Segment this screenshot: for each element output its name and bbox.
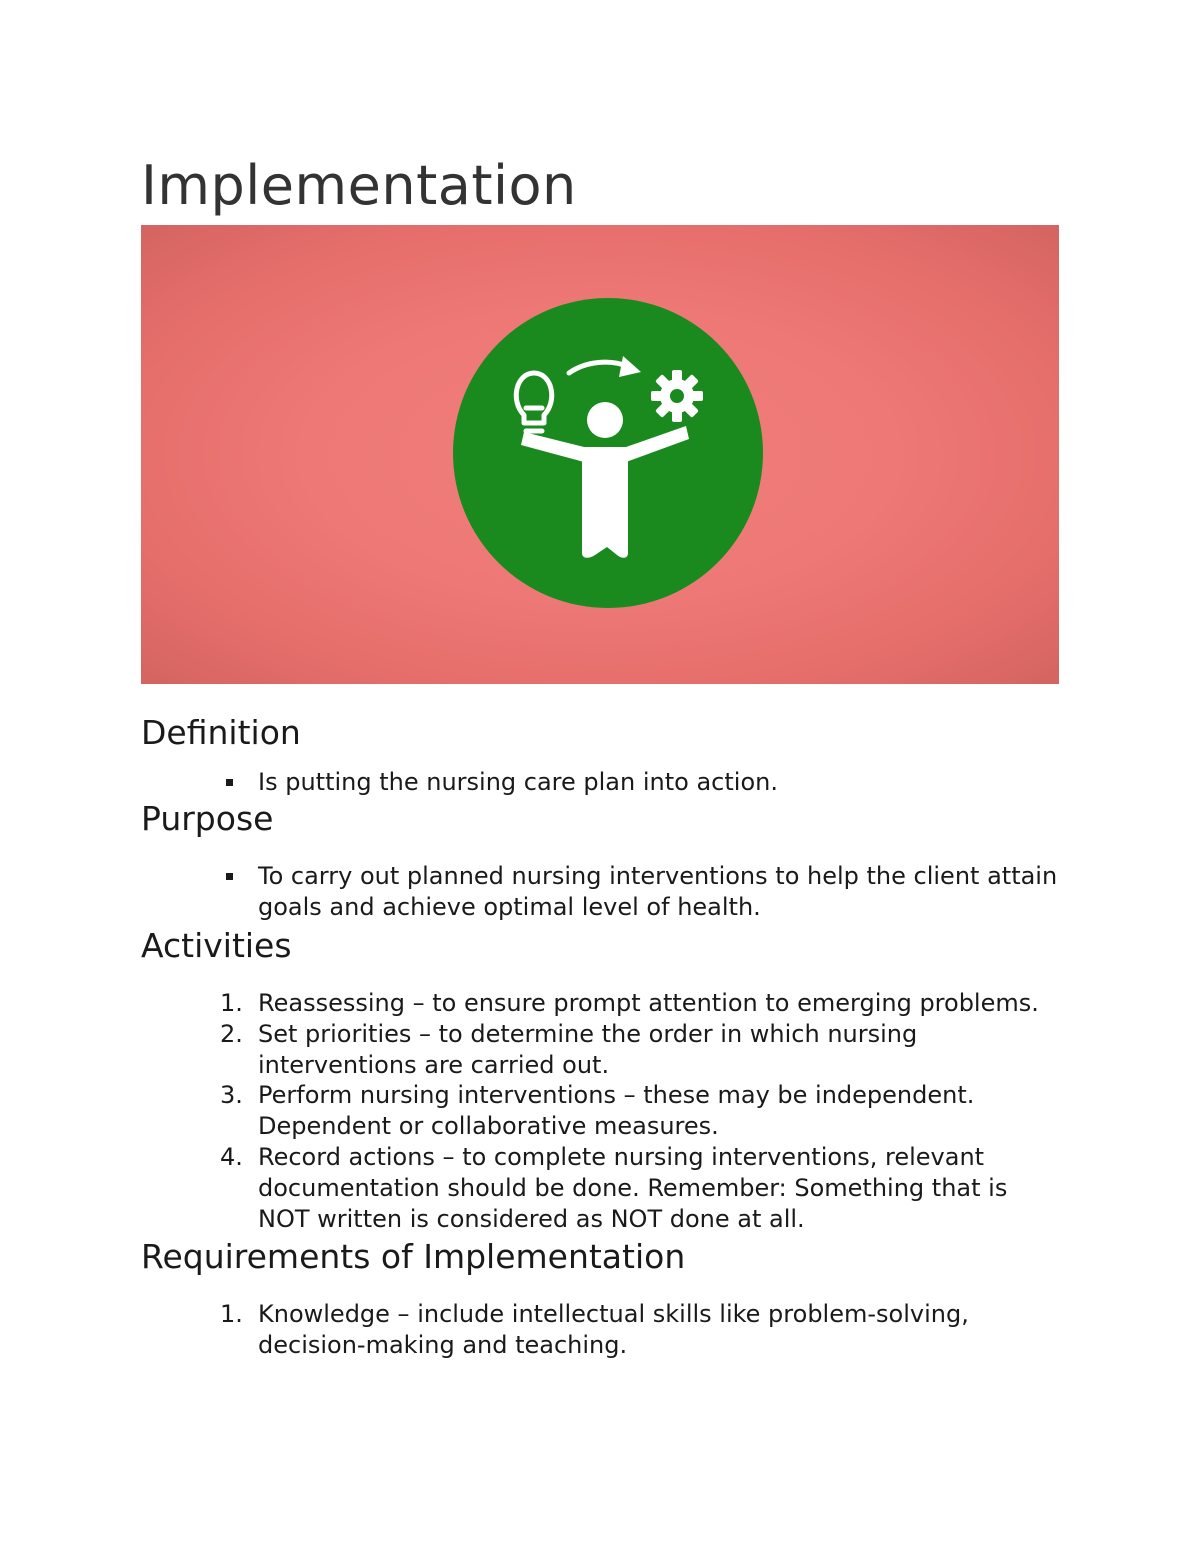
activities-list: [141, 988, 1059, 1234]
activities-heading: Activities: [141, 926, 292, 965]
document-page: [141, 150, 1059, 1361]
list-item: Is putting the nursing care plan into action.: [141, 767, 1059, 798]
definition-list: [141, 767, 1059, 798]
list-item: 2. Set priorities – to determine the order in which nursing interventions are carried out.: [220, 1019, 918, 1079]
square-bullet-icon: [226, 779, 233, 786]
square-bullet-icon: [226, 873, 233, 880]
list-item: 1. Knowledge – include intellectual skills like problem-solving, decision-making and teaching.: [220, 1300, 969, 1360]
purpose-heading: Purpose: [141, 799, 274, 838]
list-item: 1. Reassessing – to ensure prompt attention to emerging problems.: [220, 989, 1039, 1017]
list-item: 4. Record actions – to complete nursing interventions, relevant documentation should be done. Remember: Something that is NOT written is considered as NOT done at all.: [220, 1142, 1008, 1233]
implementation-illustration: [141, 225, 1059, 684]
purpose-list: [141, 861, 1059, 923]
page-title: Implementation: [141, 154, 577, 217]
gear-icon: [651, 370, 703, 422]
requirements-heading: Requirements of Implementation: [141, 1237, 686, 1277]
list-item: To carry out planned nursing interventions to help the client attain goals and achieve optimal level of health.: [141, 861, 1059, 923]
list-item: 3. Perform nursing interventions – these may be independent. Dependent or collaborative measures.: [220, 1081, 975, 1141]
hero-image: [141, 225, 1059, 684]
definition-heading: Definition: [141, 713, 301, 752]
requirements-list: [141, 1299, 1059, 1361]
